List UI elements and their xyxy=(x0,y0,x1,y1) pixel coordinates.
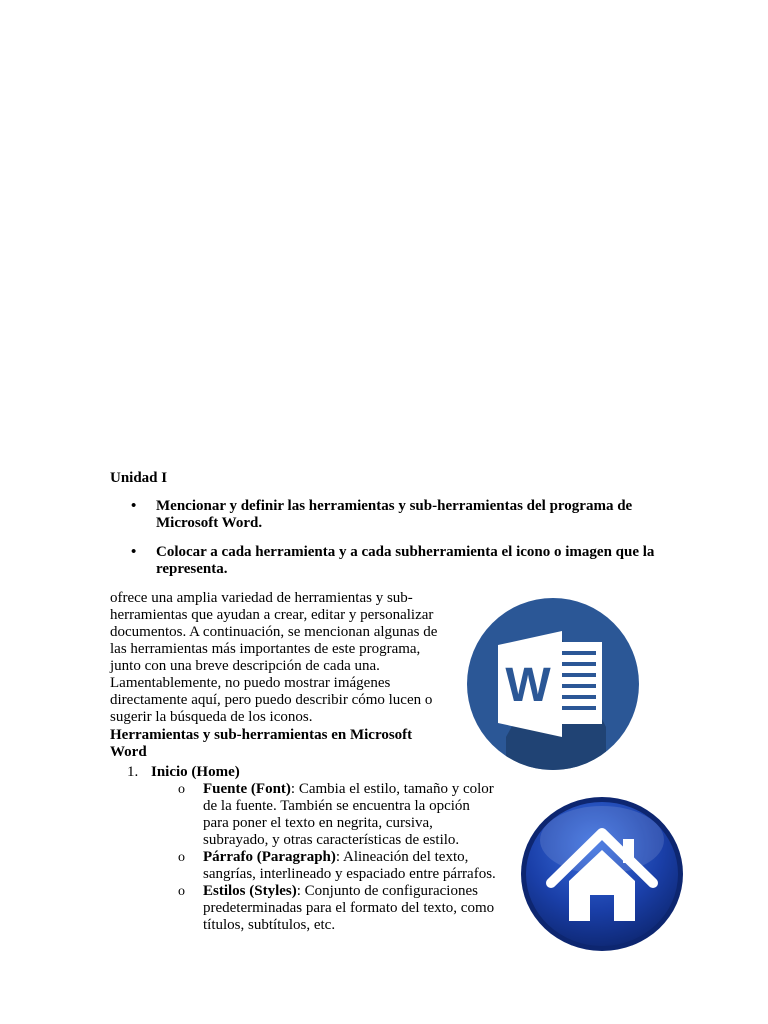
sub-tool-term: Fuente (Font) xyxy=(203,781,291,797)
objective-bullet-1 xyxy=(110,498,670,532)
section-subtitle xyxy=(110,727,440,761)
sub-tool-list xyxy=(178,781,513,934)
sub-bullet-marker: o xyxy=(178,850,185,865)
bullet-symbol: • xyxy=(131,498,137,514)
list-number: 1. xyxy=(127,764,139,780)
bullet-symbol: • xyxy=(131,544,137,560)
sub-tool-styles xyxy=(178,883,513,934)
sub-tool-font xyxy=(178,781,513,849)
objective-bullet-2 xyxy=(110,544,670,578)
intro-line: ofrece una amplia variedad de herramientas y sub- xyxy=(110,590,413,606)
objective-text: Colocar a cada herramienta y a cada subherramienta el icono o imagen que la representa. xyxy=(156,544,655,577)
sub-tool-desc: de la fuente. También se encuentra la opción xyxy=(203,798,470,814)
sub-tool-desc: subrayado, y otras características de estilo. xyxy=(203,832,460,848)
sub-tool-desc: : Conjunto de configuraciones xyxy=(296,883,478,899)
intro-line: junto con una breve descripción de cada una. xyxy=(110,658,380,674)
intro-line: herramientas que ayudan a crear, editar y personalizar xyxy=(110,607,434,623)
subtitle-line: Herramientas y sub-herramientas en Microsoft xyxy=(110,727,413,743)
sub-tool-term: Párrafo (Paragraph) xyxy=(203,849,336,865)
microsoft-word-icon xyxy=(466,597,640,771)
sub-bullet-marker: o xyxy=(178,884,185,899)
sub-tool-desc: para poner el texto en negrita, cursiva, xyxy=(203,815,433,831)
sub-tool-desc: predeterminadas para el formato del texto, como xyxy=(203,900,495,916)
intro-line: directamente aquí, pero puedo describir cómo lucen o xyxy=(110,692,433,708)
list-item-label: Inicio (Home) xyxy=(151,764,240,780)
intro-line: documentos. A continuación, se mencionan algunas de xyxy=(110,624,438,640)
objective-bullet-list xyxy=(110,498,670,590)
intro-line: Lamentablemente, no puedo mostrar imágenes xyxy=(110,675,391,691)
intro-line: sugerir la búsqueda de los iconos. xyxy=(110,709,313,725)
intro-paragraph xyxy=(110,590,455,726)
sub-tool-desc: títulos, subtítulos, etc. xyxy=(203,917,336,933)
sub-bullet-marker: o xyxy=(178,782,185,797)
unit-heading: Unidad I xyxy=(110,470,168,486)
sub-tool-desc: sangrías, interlineado y espaciado entre párrafos. xyxy=(203,866,496,882)
ordered-list-item-1 xyxy=(127,764,240,781)
intro-line: las herramientas más importantes de este programa, xyxy=(110,641,421,657)
subtitle-line: Word xyxy=(110,744,147,760)
home-icon xyxy=(519,795,685,953)
sub-tool-term: Estilos (Styles) xyxy=(203,883,297,899)
word-logo-letter: W xyxy=(505,659,551,712)
sub-tool-desc: : Alineación del texto, xyxy=(335,849,469,865)
objective-text: Mencionar y definir las herramientas y sub-herramientas del programa de Microsoft Word. xyxy=(156,498,633,531)
sub-tool-paragraph xyxy=(178,849,513,883)
sub-tool-desc: : Cambia el estilo, tamaño y color xyxy=(290,781,494,797)
